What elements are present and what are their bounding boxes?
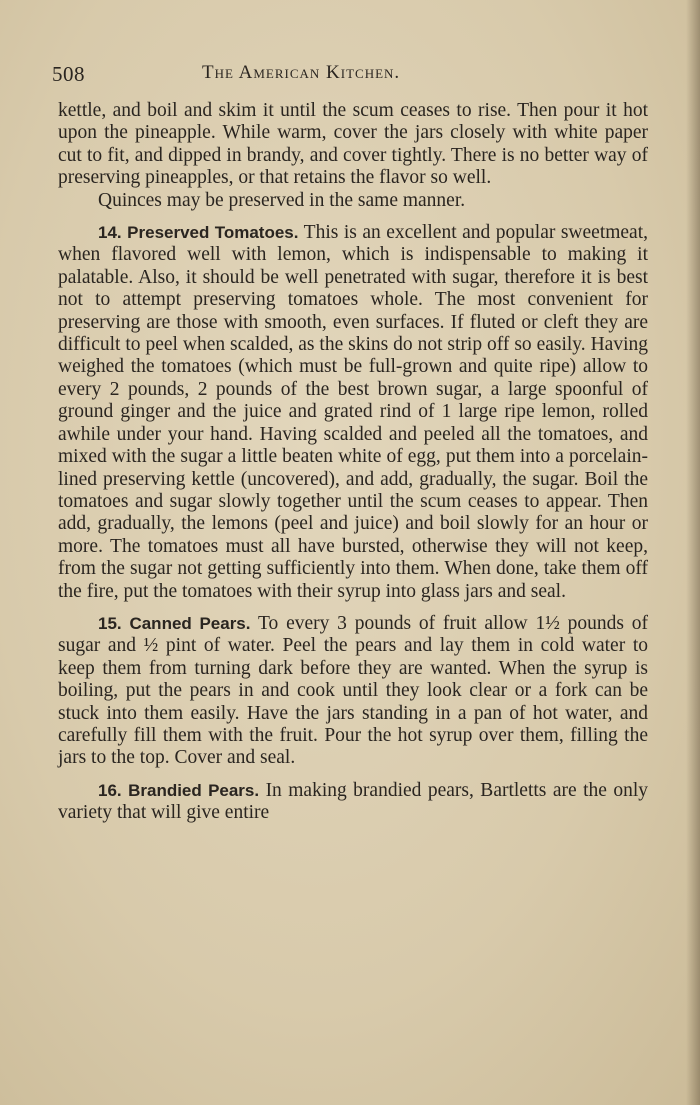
recipe-text: In making brandied pears, Bartletts are the only variety that will give entire <box>58 779 649 824</box>
recipe-15 <box>58 613 648 770</box>
page-spine-shadow <box>686 0 700 1105</box>
intro-note: Quinces may be preserved in the same manner. <box>98 189 466 211</box>
recipe-title: Preserved Tomatoes. <box>127 223 299 243</box>
page-body <box>58 100 648 825</box>
recipe-number: 14. <box>98 223 122 243</box>
running-title: The American Kitchen. <box>202 62 401 83</box>
recipe-title: Brandied Pears. <box>128 780 260 800</box>
recipe-14 <box>58 222 648 603</box>
intro-paragraph: kettle, and boil and skim it until the scum ceases to rise. Then pour it hot upon the pineapple. While warm, cover the jars closely with white paper cut to fit, and dipped in brandy, and cover tightly. There is no better way of preserving pineapples, or that retains the flavor so well. <box>58 100 648 189</box>
page-header <box>52 62 652 92</box>
recipe-text: This is an excellent and popular sweetmeat, when flavored well with lemon, which is indispensable to making it palatable. Also, it should be well penetrated with sugar, therefore it is best not to attempt preserving tomatoes whole. The most convenient for preserving are those with smooth, even surfaces. If fluted or cleft they are difficult to peel when scalded, as the skins do not strip off so easily. Having weighed the tomatoes (which must be full-grown and quite ripe) allow to every 2 pounds, 2 pounds of the best brown sugar, a large spoonful of ground ginger and the juice and grated rind of 1 large ripe lemon, rolled awhile under your hand. Having scalded and peeled all the tomatoes, and mixed with the sugar a little beaten white of egg, put them into a porcelain-lined preserving kettle (uncovered), and add, gradually, the sugar. Boil the tomatoes and sugar slowly together until the scum ceases to appear. Then add, gradually, the lemons (peel and juice) and boil slowly for an hour or more. The tomatoes must all have bursted, otherwise they will not keep, from the sugar not getting sufficiently into them. When done, take them off the fire, put the tomatoes with their syrup into glass jars and seal. <box>58 222 649 602</box>
recipe-title: Canned Pears. <box>129 613 251 633</box>
recipe-text: To every 3 pounds of fruit allow 1½ pounds of sugar and ½ pint of water. Peel the pears and lay them in cold water to keep them from turning dark before they are wanted. When the syrup is boiling, put the pears in and cook until they look clear or a fork can be stuck into them easily. Have the jars standing in a pan of hot water, and carefully fill them with the fruit. Pour the hot syrup over them, filling the jars to the top. Cover and seal. <box>58 612 649 769</box>
page-number: 508 <box>52 62 85 86</box>
recipe-16 <box>58 780 648 825</box>
recipe-number: 15. <box>98 613 122 633</box>
recipe-number: 16. <box>98 780 122 800</box>
